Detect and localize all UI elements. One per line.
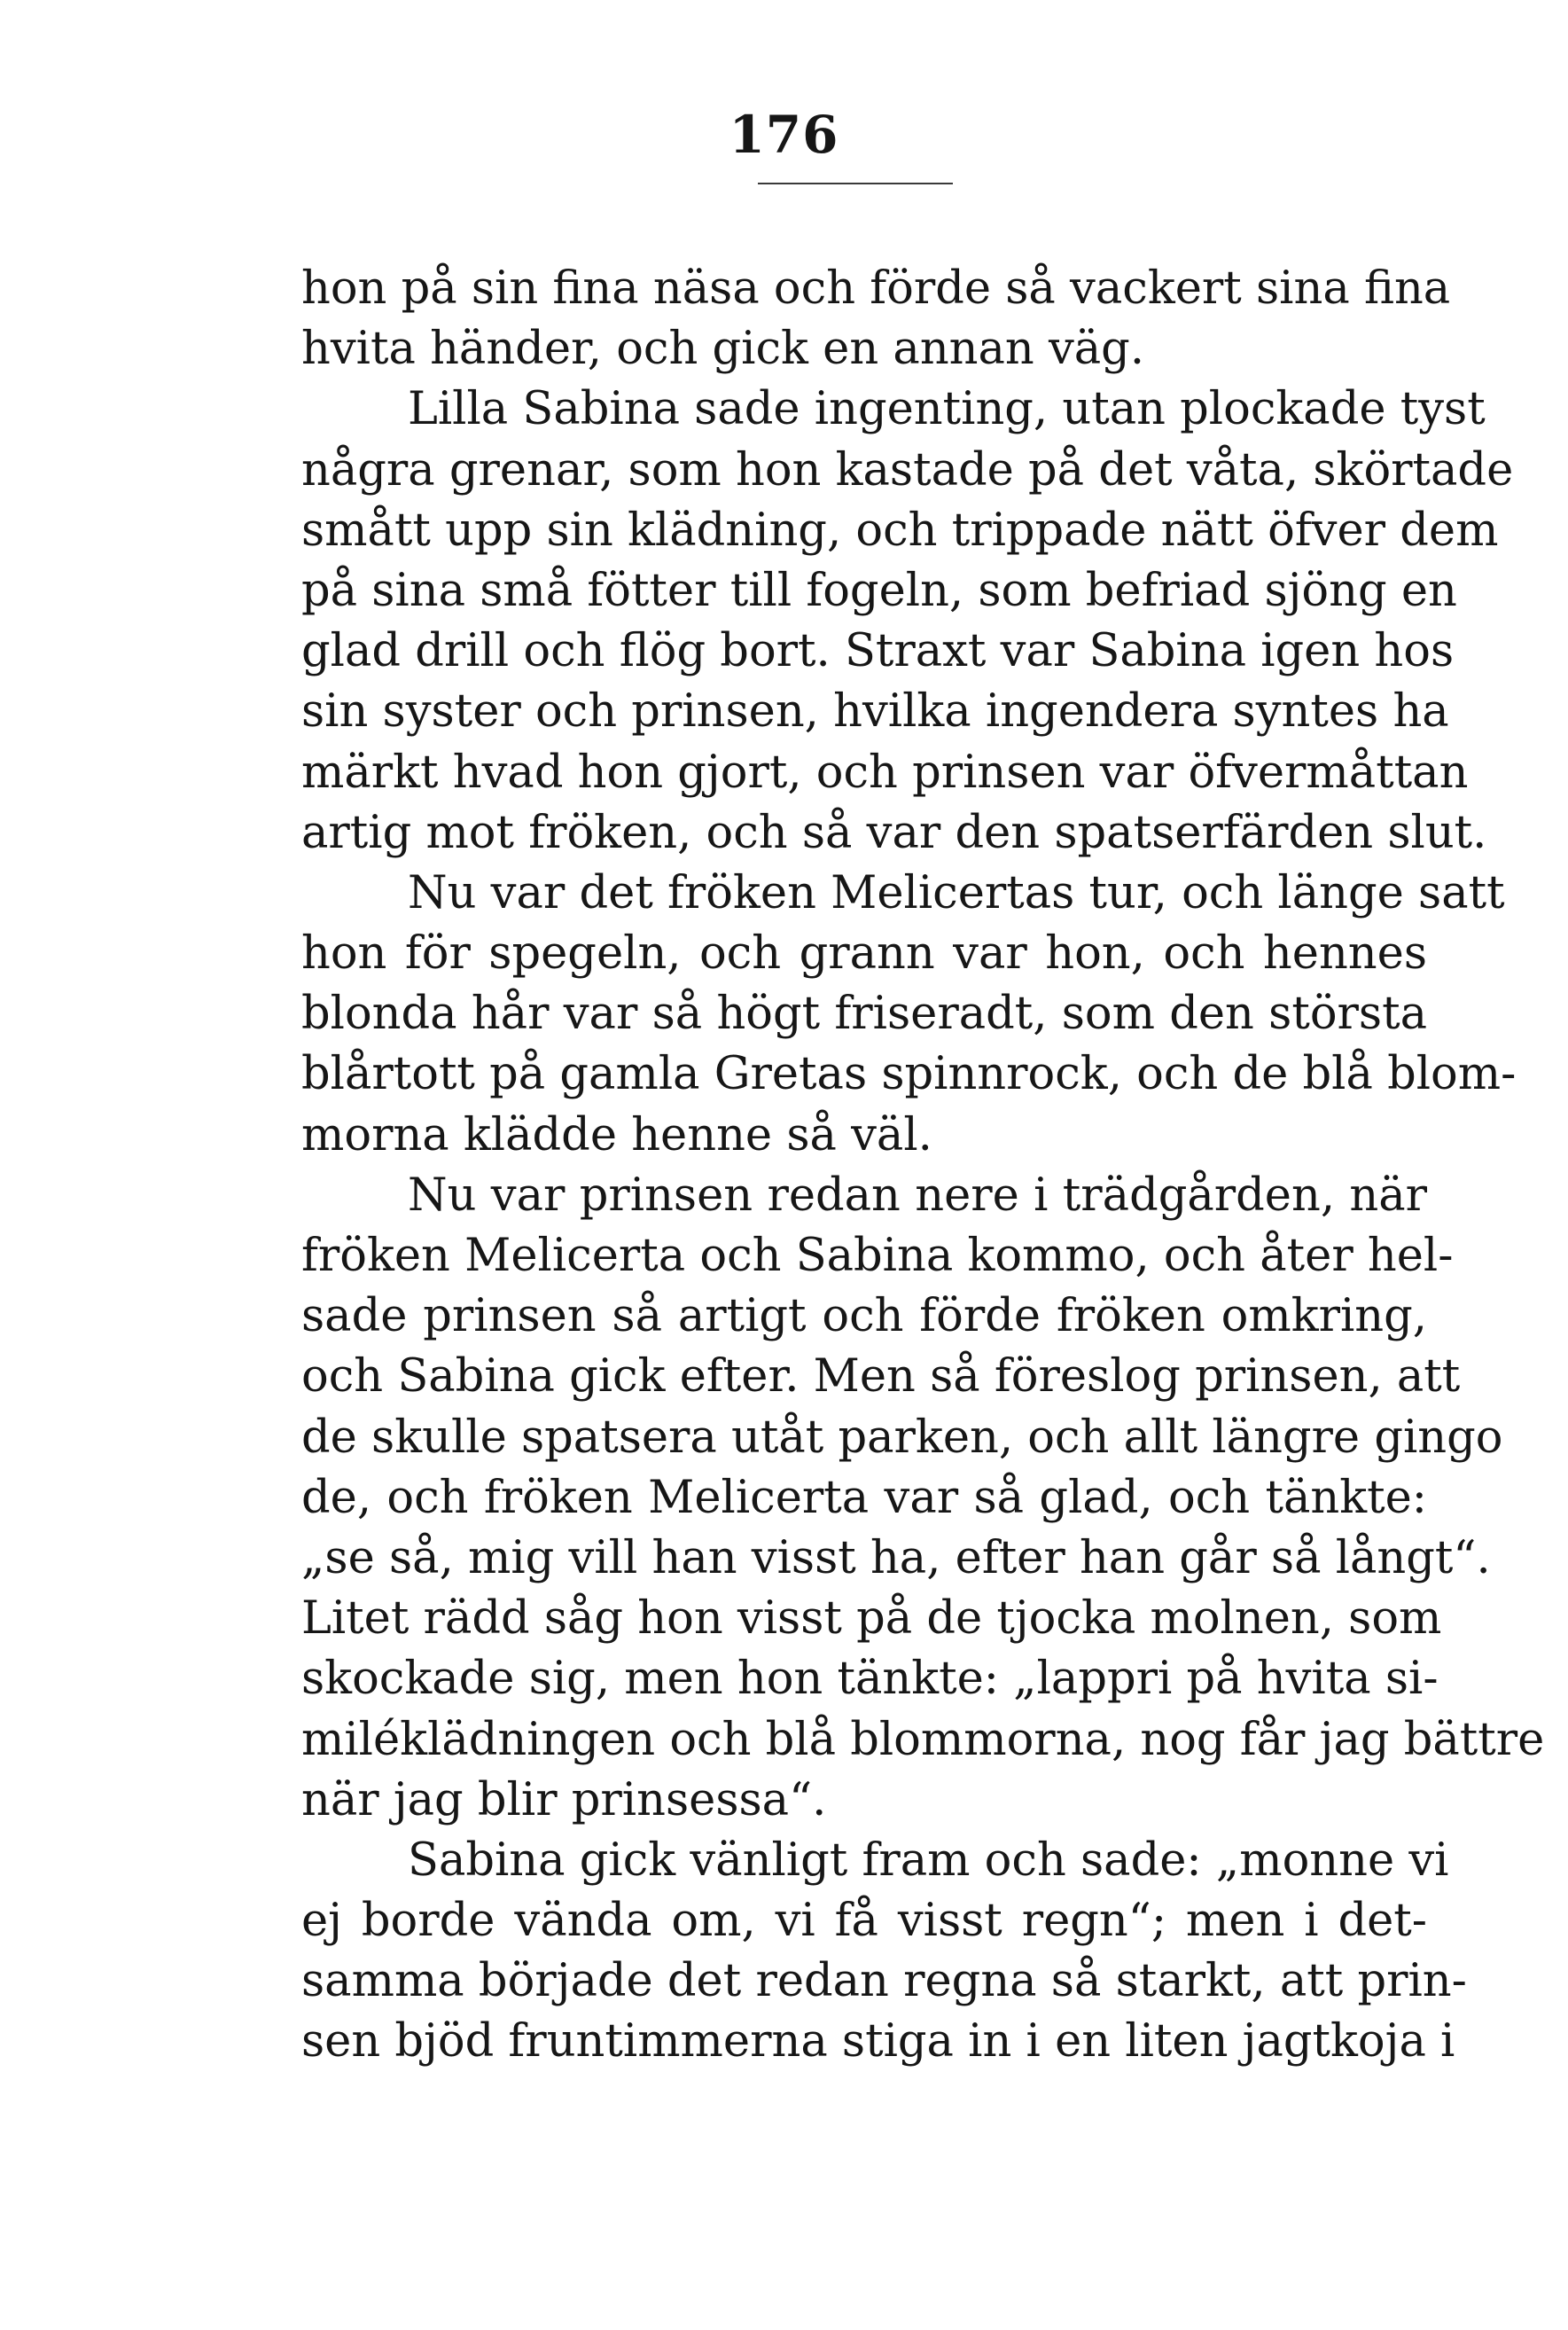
text-line: sin syster och prinsen, hvilka ingendera syntes ha xyxy=(301,685,1449,739)
text-line: blonda hår var så högt friseradt, som den största xyxy=(301,988,1427,1041)
text-line: morna klädde henne så väl. xyxy=(301,1108,932,1161)
text-line: Lilla Sabina sade ingenting, utan plockade tyst xyxy=(408,383,1486,436)
text-line: hvita händer, och gick en annan väg. xyxy=(301,323,1145,376)
text-line: glad drill och flög bort. Straxt var Sabina igen hos xyxy=(301,625,1455,678)
text-line: „se så, mig vill han visst ha, efter han går så långt“. xyxy=(301,1531,1491,1584)
text-line: Sabina gick vänligt fram och sade: „monne vi xyxy=(408,1834,1449,1887)
text-line: de skulle spatsera utåt parken, och allt längre gingo xyxy=(301,1411,1503,1464)
text-line: Nu var prinsen redan nere i trädgården, när xyxy=(408,1169,1427,1222)
text-line: smått upp sin klädning, och trippade nätt öfver dem xyxy=(301,504,1499,557)
text-line: Nu var det fröken Melicertas tur, och länge satt xyxy=(408,866,1505,919)
text-line: några grenar, som hon kastade på det våta, skörtade xyxy=(301,443,1514,496)
header-rule xyxy=(758,183,953,184)
text-line: miléklädningen och blå blommorna, nog får jag bättre xyxy=(301,1713,1545,1766)
body-text xyxy=(301,259,1545,2073)
text-line: fröken Melicerta och Sabina kommo, och åter hel- xyxy=(301,1230,1454,1282)
text-line: de, och fröken Melicerta var så glad, och tänkte: xyxy=(301,1471,1427,1524)
text-line: samma började det redan regna så starkt, att prin- xyxy=(301,1955,1467,2008)
text-line: märkt hvad hon gjort, och prinsen var öfvermåttan xyxy=(301,746,1469,799)
text-line: hon för spegeln, och grann var hon, och hennes xyxy=(301,927,1427,981)
text-line: på sina små fötter till fogeln, som befriad sjöng en xyxy=(301,564,1457,617)
text-line: när jag blir prinsessa“. xyxy=(301,1773,827,1826)
text-line: sen bjöd fruntimmerna stiga in i en liten jagtkoja i xyxy=(301,2015,1455,2068)
text-line: och Sabina gick efter. Men så föreslog prinsen, att xyxy=(301,1350,1461,1403)
page-number: 176 xyxy=(729,105,839,165)
text-line: ej borde vända om, vi få visst regn“; men i det- xyxy=(301,1895,1427,1948)
text-line: hon på sin fina näsa och förde så vackert sina fina xyxy=(301,262,1451,315)
text-line: sade prinsen så artigt och förde fröken omkring, xyxy=(301,1290,1427,1343)
text-line: skockade sig, men hon tänkte: „lappri på hvita si- xyxy=(301,1653,1439,1706)
text-line: blårtott på gamla Gretas spinnrock, och de blå blom- xyxy=(301,1048,1517,1101)
text-line: Litet rädd såg hon visst på de tjocka molnen, som xyxy=(301,1592,1442,1646)
text-line: artig mot fröken, och så var den spatserfärden slut. xyxy=(301,806,1487,859)
